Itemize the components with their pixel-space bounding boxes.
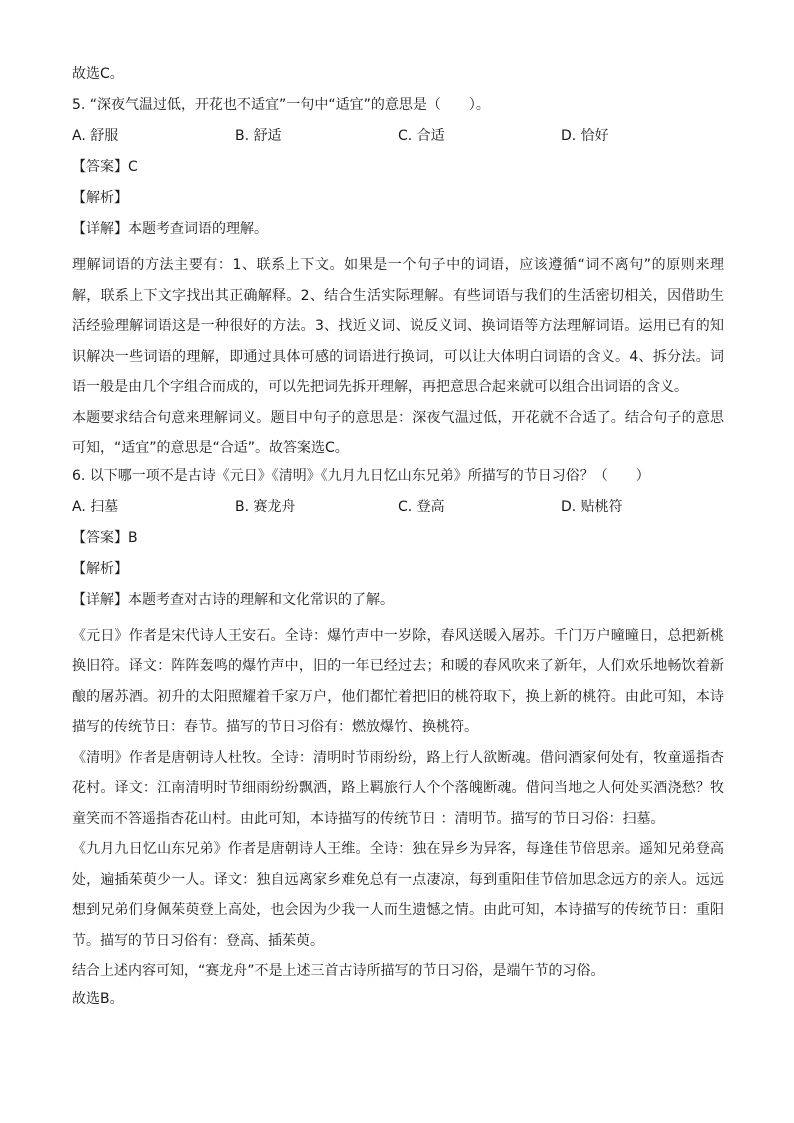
q6-answer-value: B	[128, 529, 138, 546]
q6-answer	[72, 528, 724, 548]
q5-answer	[72, 157, 724, 177]
q5-analysis-label: 【解析】	[72, 190, 128, 206]
q5-detail: 【详解】本题考查词语的理解。	[72, 221, 268, 237]
q5-answer-value: C	[128, 159, 138, 175]
q6-question: 6. 以下哪一项不是古诗《元日》《清明》《九月九日忆山东兄弟》所描写的节日习俗？（ ）	[72, 467, 650, 484]
q5-explanation-methods: 理解词语的方法主要有：1、联系上下文。如果是一个句子中的词语，应该遵循“词不离句”的原则来理解，联系上下文字找出其正确解释。2、结合生活实际理解。有些词语与我们的生活密切相关，因借助生活经验理解词语这是一种很好的方法。3、找近义词、说反义词、换词语等方法理解词语。运用已有的知识解决一些词语的理解，即通过具体可感的词语进行换词，可以让大体明白词语的含义。4、拆分法。词语一般是由几个字组合而成的，可以先把词先拆开理解，再把意思合起来就可以组合出词语的含义。	[72, 257, 724, 395]
q5-option-c: C. 合适	[398, 128, 445, 144]
q5-question: 5. “深夜气温过低，开花也不适宜”一句中“适宜”的意思是（ ）。	[72, 97, 490, 113]
q6-option-a: A. 扫墓	[72, 498, 119, 515]
q6-option-b: B. 赛龙舟	[235, 498, 296, 515]
q6-options	[72, 497, 724, 517]
q6-detail: 【详解】本题考查对古诗的理解和文化常识的了解。	[72, 591, 394, 608]
q6-poem-jiuyue: 《九月九日忆山东兄弟》作者是唐朝诗人王维。全诗：独在异乡为异客，每逢佳节倍思亲。遥知兄弟登高处，遍插茱萸少一人。译文：独自远离家乡难免总有一点凄凉，每到重阳佳节倍加思念远方的亲人。远远想到兄弟们身佩茱萸登上高处，也会因为少我一人而生遗憾之情。由此可知，本诗描写的传统节日：重阳节。描写的节日习俗有：登高、插茱萸。	[72, 841, 724, 949]
q6-conclusion: 故选B。	[72, 990, 124, 1007]
q5-answer-label: 【答案】	[72, 159, 128, 175]
q6-poem-qingming: 《清明》作者是唐朝诗人杜牧。全诗：清明时节雨纷纷，路上行人欲断魂。借问酒家何处有，牧童遥指杏花村。译文：江南清明时节细雨纷纷飘洒，路上羁旅行人个个落魄断魂。借问当地之人何处买酒浇愁？牧童笑而不答遥指杏花山村。由此可知，本诗描写的传统节日 ：清明节。描写的节日习俗：扫墓。	[72, 749, 724, 827]
q5-option-d: D. 恰好	[561, 128, 609, 144]
q6-summary: 结合上述内容可知，“赛龙舟”不是上述三首古诗所描写的节日习俗，是端午节的习俗。	[72, 963, 605, 979]
q5-explanation-answer: 本题要求结合句意来理解词义。题目中句子的意思是：深夜气温过低，开花就不合适了。结合句子的意思可知，“适宜”的意思是“合适”。故答案选C。	[72, 409, 724, 456]
q6-answer-label: 【答案】	[72, 529, 128, 546]
q6-poem-yuanri: 《元日》作者是宋代诗人王安石。全诗：爆竹声中一岁除，春风送暖入屠苏。千门万户曈曈日，总把新桃换旧符。译文：阵阵轰鸣的爆竹声中，旧的一年已经过去；和暖的春风吹来了新年，人们欢乐地畅饮着新酿的屠苏酒。初升的太阳照耀着千家万户，他们都忙着把旧的桃符取下，换上新的桃符。由此可知，本诗描写的传统节日：春节。描写的节日习俗有：燃放爆竹、换桃符。	[72, 627, 724, 735]
document-page	[72, 64, 724, 1020]
q4-conclusion: 故选C。	[72, 66, 124, 82]
q5-options	[72, 126, 724, 146]
q5-option-b: B. 舒适	[235, 128, 282, 144]
q6-analysis-label: 【解析】	[72, 560, 128, 577]
q6-option-c: C. 登高	[398, 498, 445, 515]
q6-option-d: D. 贴桃符	[561, 498, 623, 515]
q5-option-a: A. 舒服	[72, 128, 119, 144]
